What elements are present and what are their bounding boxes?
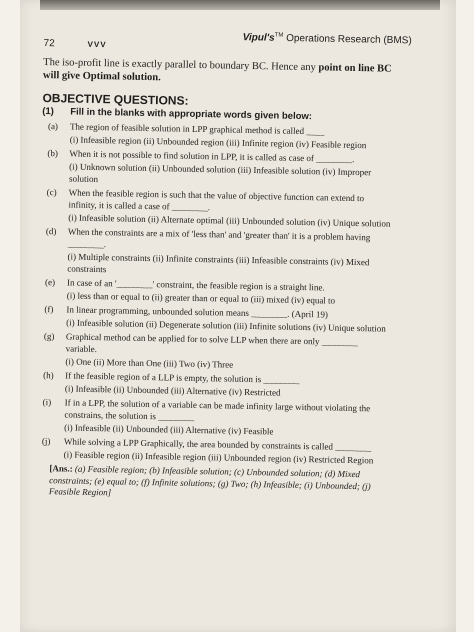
list-item: (e) In case of an '________' constraint, the feasible region is a straight line. (i) less than or equal to (ii) greater than or equal to (iii) mixed (iv) equal to (39, 276, 391, 308)
list-item: (i) If in a LPP, the solution of a variable can be made infinity large without violating the constrains, the solution is ________ (i) Infeasible (ii) Unbounded (iii) Alternative (iv) Feasible (36, 396, 389, 440)
page-content (35, 22, 412, 504)
options-text: (i) Infeasible (ii) Unbounded (iii) Alternative (iv) Feasible (64, 422, 274, 437)
question-heading: (1) Fill in the blanks with appropriate words given below: (42, 105, 313, 123)
brand-name: Vipul's (242, 32, 275, 44)
question-text: The region of feasible solution in LPP graphical method is called ____ (69, 121, 325, 137)
question-list (36, 120, 394, 467)
list-item: (f) In linear programming, unbounded solution means ________. (April 19) (i) Infeasible solution (ii) Degenerate solution (iii) Infinite solutions (iv) Unique solution (38, 303, 390, 335)
list-item: (j) While solving a LPP Graphically, the area bounded by constraints is called ________ (i) Feasible region (ii) Infeasible region (iii) Unbounded region (iv) Restricted Region (36, 435, 388, 467)
options-text: (i) Feasible region (ii) Infeasible region (iii) Unbounded region (iv) Restricted Region (63, 449, 374, 466)
question-text: When the constraints are a mix of 'less than' and 'greater than' it is a problem having ________. (67, 226, 371, 250)
list-item: (b) When it is not possible to find solution in LPP, it is called as case of ________. (i) Unknown solution (ii) Unbounded solution (iii) Infeasible solution (iv) Improper solution (41, 147, 394, 191)
page-number: 72 (43, 37, 55, 50)
question-text: If the feasible region of a LLP is empty, the solution is ________ (65, 370, 300, 385)
publisher-logo: VVV (87, 39, 107, 50)
question-text: In case of an '________' constraint, the feasible region is a straight line. (66, 277, 325, 293)
options-text: (i) Unknown solution (ii) Unbounded solution (iii) Infeasible solution (iv) Improper solution (68, 161, 372, 185)
options-text: (i) One (ii) More than One (iii) Two (iv) Three (65, 356, 234, 370)
options-text: (i) Infeasible (ii) Unbounded (iii) Alternative (iv) Restricted (64, 383, 281, 398)
answer-text: (a) Feasible region; (b) Infeasible solution; (c) Unbounded solution; (d) Mixed constraints; (e) equal to; (f) Infinite solutions; (g) Two; (h) Infeasible; (i) Unbounded; (j) Feasible Region] (48, 463, 371, 498)
question-text: Graphical method can be applied for to solve LLP when there are only ________ variable. (65, 331, 358, 355)
options-text: (i) Multiple constraints (ii) Infinite constraints (iii) Infeasible constraints (iv) Mixed constraints (67, 251, 370, 275)
options-text: (i) Infeasible solution (ii) Alternate optimal (iii) Unbounded solution (iv) Unique solution (68, 212, 391, 229)
answer-key (35, 463, 388, 504)
intro-paragraph: The iso-profit line is exactly parallel to boundary BC. Hence any point on line BC will give Optimal solution. (42, 56, 392, 84)
running-head: Vipul's™ Operations Research (BMS) (242, 32, 412, 47)
list-item: (d) When the constraints are a mix of 'less than' and 'greater than' it is a problem having ________. (i) Multiple constraints (ii) Infinite constraints (iii) Infeasible constraints (iv) Mixed constraints (39, 225, 392, 281)
options-text: (i) Infeasible region (ii) Unbounded region (iii) Infinite region (iv) Feasible region (69, 134, 367, 151)
answer-label: [Ans.: (49, 463, 73, 474)
question-text: If in a LPP, the solution of a variable can be made infinity large without violating the constrains, the solution is ________ (64, 397, 371, 422)
book-title: Operations Research (BMS) (286, 32, 412, 47)
options-text: (i) Infeasible solution (ii) Degenerate solution (iii) Infinite solutions (iv) Unique solution (66, 317, 386, 334)
options-text: (i) less than or equal to (ii) greater than or equal to (iii) mixed (iv) equal to (66, 290, 336, 306)
question-text: When it is not possible to find solution in LPP, it is called as case of ________. (69, 148, 355, 164)
page-top-shadow (40, 0, 440, 10)
question-text: While solving a LPP Graphically, the area bounded by constraints is called ________ (63, 436, 372, 453)
section-title: OBJECTIVE QUESTIONS: (42, 90, 189, 108)
list-item: (g) Graphical method can be applied for to solve LLP when there are only ________ variable. (i) One (ii) More than One (iii) Two (iv) Three (37, 330, 390, 374)
list-item: (a) The region of feasible solution in LPP graphical method is called ____ (i) Infeasible region (ii) Unbounded region (iii) Infinite region (iv) Feasible region (42, 120, 394, 152)
list-item: (h) If the feasible region of a LLP is empty, the solution is ________ (i) Infeasible (ii) Unbounded (iii) Alternative (iv) Restricted (37, 369, 389, 401)
question-text: In linear programming, unbounded solution means ________. (April 19) (66, 304, 329, 320)
question-text: When the feasible region is such that the value of objective function can extend to infinity, it is called a case of ________. (68, 187, 365, 213)
list-item: (c) When the feasible region is such that the value of objective function can extend to infinity, it is called a case of ________. (i) Infeasible solution (ii) Alternate optimal (iii) Unbounded solution (iv) Unique solution (40, 186, 393, 230)
